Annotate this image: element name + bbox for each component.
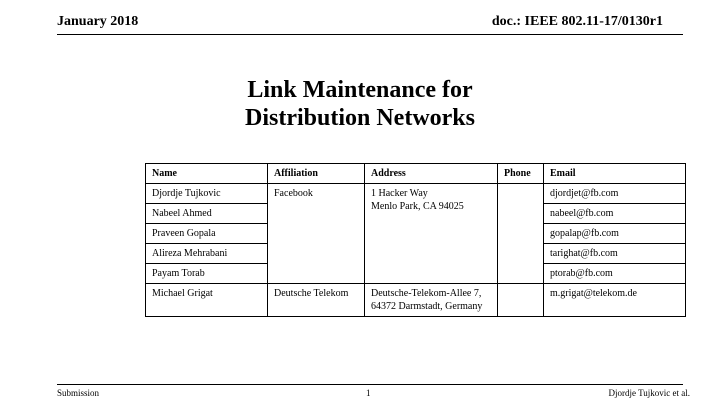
table-row [146, 284, 686, 317]
header-doc-id: doc.: IEEE 802.11-17/0130r1 [491, 14, 663, 29]
cell-name: Payam Torab [146, 264, 268, 284]
cell-name: Praveen Gopala [146, 224, 268, 244]
table-header-row [146, 164, 686, 184]
footer-submission: Submission [57, 388, 100, 398]
cell-address [365, 284, 498, 317]
address-line-2: Menlo Park, CA 94025 [371, 201, 464, 212]
title-line-1: Link Maintenance for [247, 77, 473, 103]
cell-name: Alireza Mehrabani [146, 244, 268, 264]
header-date: January 2018 [57, 14, 139, 29]
address-line-1: 1 Hacker Way [371, 188, 428, 199]
cell-phone [498, 184, 544, 284]
slide-title [0, 76, 720, 132]
cell-affiliation: Deutsche Telekom [268, 284, 365, 317]
column-header-address: Address [365, 164, 498, 184]
cell-affiliation: Facebook [268, 184, 365, 284]
cell-email: ptorab@fb.com [544, 264, 686, 284]
authors-table [145, 163, 686, 317]
footer-page-number: 1 [366, 388, 371, 398]
column-header-email: Email [544, 164, 686, 184]
cell-name: Djordje Tujkovic [146, 184, 268, 204]
cell-name: Nabeel Ahmed [146, 204, 268, 224]
cell-email: gopalap@fb.com [544, 224, 686, 244]
column-header-name: Name [146, 164, 268, 184]
column-header-affiliation: Affiliation [268, 164, 365, 184]
title-line-2: Distribution Networks [244, 105, 475, 131]
header-divider [57, 34, 683, 35]
cell-email: djordjet@fb.com [544, 184, 686, 204]
address-line-2: 64372 Darmstadt, Germany [371, 301, 483, 312]
table-row [146, 184, 686, 204]
cell-address [365, 184, 498, 284]
cell-phone [498, 284, 544, 317]
cell-name: Michael Grigat [146, 284, 268, 317]
column-header-phone: Phone [498, 164, 544, 184]
address-line-1: Deutsche-Telekom-Allee 7, [371, 288, 482, 299]
cell-email: m.grigat@telekom.de [544, 284, 686, 317]
footer-divider [57, 384, 683, 385]
cell-email: nabeel@fb.com [544, 204, 686, 224]
cell-email: tarighat@fb.com [544, 244, 686, 264]
footer-author: Djordje Tujkovic et al. [608, 388, 690, 398]
